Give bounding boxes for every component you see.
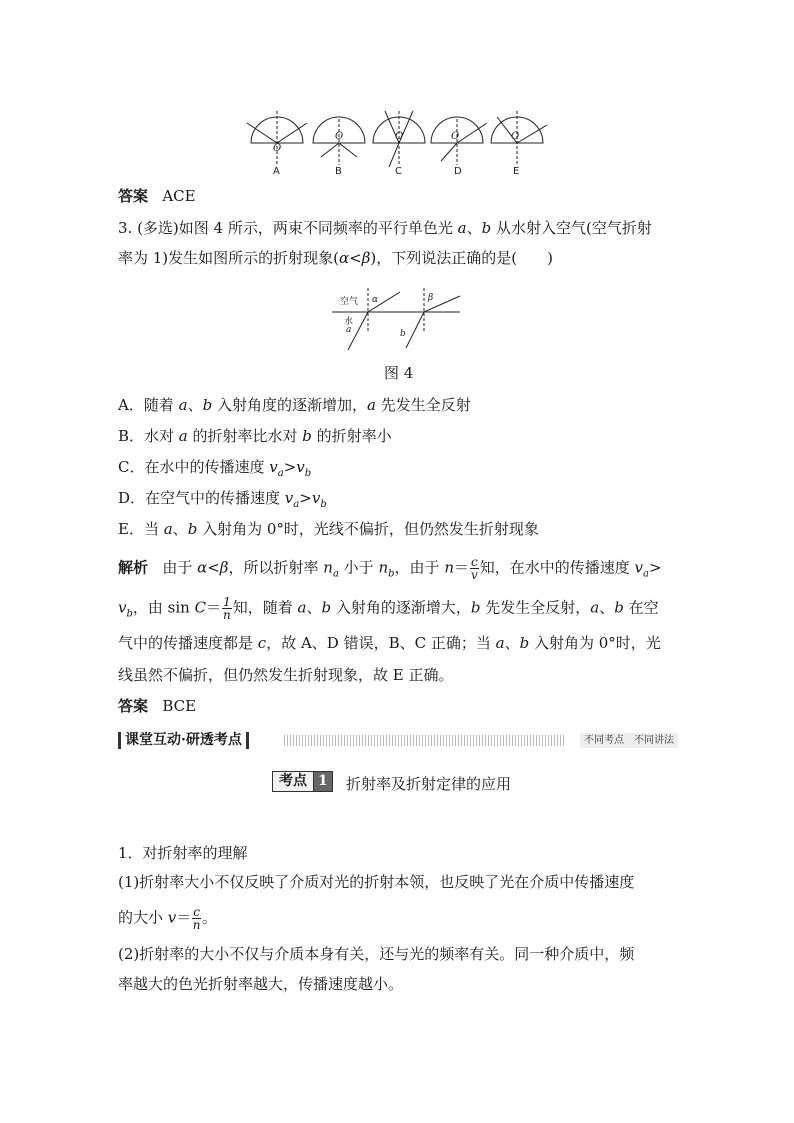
fig-label-b: B [335,166,342,177]
section-header [118,732,678,749]
label-o-d: O [451,131,460,142]
analysis-line-1: 解析 由于 α<β，所以折射率 $n_a$ 小于 $n_b$，由于 n＝ $\frac{c}{v}$ 知，在水中的传播速度 $v_a>$ [118,555,662,582]
option-b: B．水对 a 的折射率比水对 b 的折射率小 [118,427,392,445]
question-line-2: 率为 1)发生如图所示的折射现象(α<β)，下列说法正确的是( ) [118,249,553,267]
topic-title: 折射率及折射定律的应用 [346,775,512,793]
topic-heading [272,771,333,790]
option-d: D．在空气中的传播速度 $v_a>v_b$ [118,489,327,510]
alpha-label: α [372,295,379,305]
answer: 答案 BCE [118,697,197,715]
water-label: 水 [344,317,354,327]
topic-number: 1 [313,771,333,792]
question-line-1: 3. (多选)如图 4 所示，两束不同频率的平行单色光 a、b 从水射入空气(空气折射 [118,219,652,237]
analysis-line-3: 气中的传播速度都是 c，故 A、D 错误，B、C 正确；当 a、b 入射角为 0°时，光 [118,634,661,652]
label-o-e: O [511,131,520,142]
label-o-c: O [395,131,404,142]
fig-label-c: C [395,166,402,177]
fig-label-e: E [513,166,520,177]
content-heading: 1．对折射率的理解 [118,844,248,862]
fig-label-a: A [273,166,280,177]
answer-prev: 答案 ACE [118,187,196,205]
figure-4-caption: 图 4 [384,364,414,382]
section-title: 课堂互动·研透考点 [118,732,249,749]
content-p2-line1: (2)折射率的大小不仅与介质本身有关，还与光的频率有关。同一种介质中，频 [118,945,635,963]
option-a: A．随着 a、b 入射角度的逐渐增加，a 先发生全反射 [118,396,471,414]
fig-label-d: D [454,166,462,177]
beta-label: β [428,293,434,303]
figure-4-refraction [330,282,465,354]
section-right-note: 不同考点 不同讲法 [580,733,678,748]
label-o-b: O [335,131,344,142]
section-pattern [284,735,564,746]
ray-b-label: b [400,329,406,339]
content-p2-line2: 率越大的色光折射率越大，传播速度越小。 [118,975,404,993]
analysis-line-4: 线虽然不偏折，但仍然发生折射现象，故 E 正确。 [118,666,454,684]
content-p1-line2: 的大小 v＝ $\frac{c}{n}$ 。 [118,905,218,932]
option-c: C．在水中的传播速度 $v_a>v_b$ [118,458,312,479]
ray-a-label: a [346,325,352,335]
semicircle-figure [245,105,555,177]
option-e: E．当 a、b 入射角为 0°时，光线不偏折，但仍然发生折射现象 [118,520,539,538]
label-o-a: O [273,143,282,154]
air-label: 空气 [340,297,359,307]
analysis-line-2: $v_b$，由 sin C＝ $\frac{1}{n}$ 知，随着 a、b 入射角的逐渐增大，b 先发生全反射，a、b 在空 [118,595,659,622]
content-p1-line1: (1)折射率大小不仅反映了介质对光的折射本领，也反映了光在介质中传播速度 [118,873,635,891]
topic-label: 考点 [272,771,314,792]
